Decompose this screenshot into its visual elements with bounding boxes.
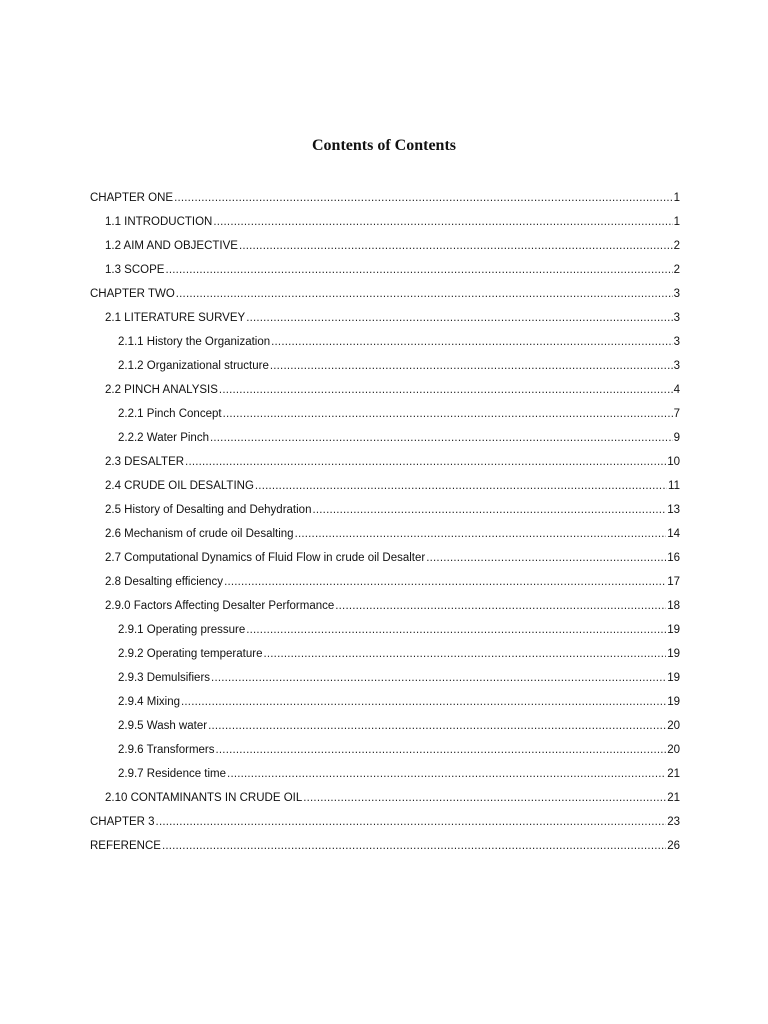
toc-entry-label: 1.3 SCOPE — [105, 264, 165, 276]
toc-entry-2-9-1[interactable] — [118, 619, 680, 641]
dot-leader — [181, 691, 666, 713]
dot-leader — [426, 547, 666, 569]
toc-entry-label: 1.2 AIM AND OBJECTIVE — [105, 240, 238, 252]
toc-entry-label: 2.9.7 Residence time — [118, 768, 227, 780]
dot-leader — [271, 331, 672, 353]
toc-entry-page: 19 — [667, 648, 680, 660]
toc-entry-label: CHAPTER ONE — [90, 192, 174, 204]
toc-entry-page: 2 — [673, 240, 680, 252]
toc-entry-2-10[interactable] — [105, 787, 680, 809]
toc-entry-label: 2.1 LITERATURE SURVEY — [105, 312, 246, 324]
toc-entry-page: 1 — [673, 192, 680, 204]
toc-entry-2-9-0[interactable] — [105, 595, 680, 617]
toc-entry-label: 2.9.2 Operating temperature — [118, 648, 263, 660]
toc-entry-2-9-5[interactable] — [118, 715, 680, 737]
toc-entry-2-6[interactable] — [105, 523, 680, 545]
toc-entry-2-2-2[interactable] — [118, 427, 680, 449]
toc-entry-label: 2.8 Desalting efficiency — [105, 576, 224, 588]
toc-entry-label: 2.2 PINCH ANALYSIS — [105, 384, 218, 396]
toc-entry-page: 7 — [673, 408, 680, 420]
toc-entry-label: REFERENCE — [90, 840, 161, 852]
toc-entry-2-2-1[interactable] — [118, 403, 680, 425]
dot-leader — [162, 835, 666, 857]
toc-entry-2-9-7[interactable] — [118, 763, 680, 785]
dot-leader — [227, 763, 666, 785]
toc-entry-page: 11 — [668, 480, 680, 492]
toc-entry-page: 1 — [673, 216, 680, 228]
toc-entry-2-9-3[interactable] — [118, 667, 680, 689]
toc-entry-chapter-one[interactable] — [90, 187, 680, 209]
dot-leader — [213, 211, 672, 233]
toc-entry-page: 3 — [673, 360, 680, 372]
toc-entry-page: 3 — [673, 336, 680, 348]
toc-entry-2-9-6[interactable] — [118, 739, 680, 761]
dot-leader — [219, 379, 673, 401]
dot-leader — [255, 475, 667, 497]
toc-entry-page: 16 — [667, 552, 680, 564]
toc-entry-2-1[interactable] — [105, 307, 680, 329]
toc-entry-label: 1.1 INTRODUCTION — [105, 216, 213, 228]
dot-leader — [156, 811, 667, 833]
dot-leader — [224, 571, 666, 593]
toc-entry-2-8[interactable] — [105, 571, 680, 593]
toc-entry-label: 2.7 Computational Dynamics of Fluid Flow in crude oil Desalter — [105, 552, 426, 564]
toc-entry-2-3[interactable] — [105, 451, 680, 473]
toc-entry-2-5[interactable] — [105, 499, 680, 521]
toc-entry-2-1-1[interactable] — [118, 331, 680, 353]
dot-leader — [210, 427, 673, 449]
dot-leader — [295, 523, 667, 545]
toc-entry-label: 2.4 CRUDE OIL DESALTING — [105, 480, 254, 492]
toc-entry-2-4[interactable] — [105, 475, 680, 497]
toc-entry-page: 20 — [667, 720, 680, 732]
toc-entry-1-2[interactable] — [105, 235, 680, 257]
toc-entry-page: 23 — [667, 816, 680, 828]
toc-entry-chapter-3[interactable] — [90, 811, 680, 833]
toc-entry-page: 17 — [667, 576, 680, 588]
toc-entry-label: 2.9.1 Operating pressure — [118, 624, 246, 636]
toc-entry-page: 10 — [667, 456, 680, 468]
toc-entry-label: 2.6 Mechanism of crude oil Desalting — [105, 528, 294, 540]
dot-leader — [270, 355, 673, 377]
toc-entry-2-1-2[interactable] — [118, 355, 680, 377]
toc-entry-chapter-two[interactable] — [90, 283, 680, 305]
toc-entry-page: 9 — [673, 432, 680, 444]
toc-entry-page: 14 — [667, 528, 680, 540]
toc-entry-label: 2.9.4 Mixing — [118, 696, 181, 708]
toc-entry-page: 20 — [667, 744, 680, 756]
dot-leader — [208, 715, 666, 737]
toc-entry-page: 18 — [667, 600, 680, 612]
toc-entry-page: 3 — [673, 288, 680, 300]
dot-leader — [185, 451, 666, 473]
toc-entry-2-2[interactable] — [105, 379, 680, 401]
toc-entry-page: 4 — [673, 384, 680, 396]
toc-entry-page: 19 — [667, 624, 680, 636]
toc-entry-label: 2.5 History of Desalting and Dehydration — [105, 504, 312, 516]
dot-leader — [303, 787, 666, 809]
toc-entry-label: CHAPTER TWO — [90, 288, 175, 300]
dot-leader — [211, 667, 666, 689]
toc-entry-label: 2.10 CONTAMINANTS IN CRUDE OIL — [105, 792, 303, 804]
toc-entry-2-7[interactable] — [105, 547, 680, 569]
dot-leader — [312, 499, 666, 521]
toc-entry-label: 2.2.2 Water Pinch — [118, 432, 209, 444]
toc-entry-2-9-2[interactable] — [118, 643, 680, 665]
dot-leader — [176, 283, 673, 305]
toc-entry-label: 2.9.3 Demulsifiers — [118, 672, 211, 684]
toc-entry-label: 2.9.0 Factors Affecting Desalter Performance — [105, 600, 335, 612]
dot-leader — [223, 403, 673, 425]
toc-entry-page: 26 — [667, 840, 680, 852]
toc-entry-reference[interactable] — [90, 835, 680, 857]
dot-leader — [174, 187, 673, 209]
toc-entry-label: 2.2.1 Pinch Concept — [118, 408, 222, 420]
toc-entry-page: 13 — [667, 504, 680, 516]
dot-leader — [263, 643, 666, 665]
toc-entry-1-1[interactable] — [105, 211, 680, 233]
toc-entry-label: 2.9.6 Transformers — [118, 744, 215, 756]
page-title: Contents of Contents — [312, 136, 456, 154]
toc-entry-page: 2 — [673, 264, 680, 276]
toc-entry-page: 3 — [673, 312, 680, 324]
toc-entry-page: 19 — [667, 696, 680, 708]
toc-entry-page: 21 — [667, 792, 680, 804]
dot-leader — [165, 259, 672, 281]
dot-leader — [239, 235, 673, 257]
toc-entry-label: 2.1.2 Organizational structure — [118, 360, 269, 372]
toc-entry-label: 2.9.5 Wash water — [118, 720, 208, 732]
toc-entry-label: 2.3 DESALTER — [105, 456, 185, 468]
toc-entry-label: 2.1.1 History the Organization — [118, 336, 271, 348]
toc-entry-page: 21 — [667, 768, 680, 780]
toc-entry-label: CHAPTER 3 — [90, 816, 155, 828]
dot-leader — [335, 595, 666, 617]
toc-entry-1-3[interactable] — [105, 259, 680, 281]
dot-leader — [246, 619, 666, 641]
dot-leader — [246, 307, 672, 329]
toc-entry-page: 19 — [667, 672, 680, 684]
dot-leader — [216, 739, 667, 761]
toc-entry-2-9-4[interactable] — [118, 691, 680, 713]
